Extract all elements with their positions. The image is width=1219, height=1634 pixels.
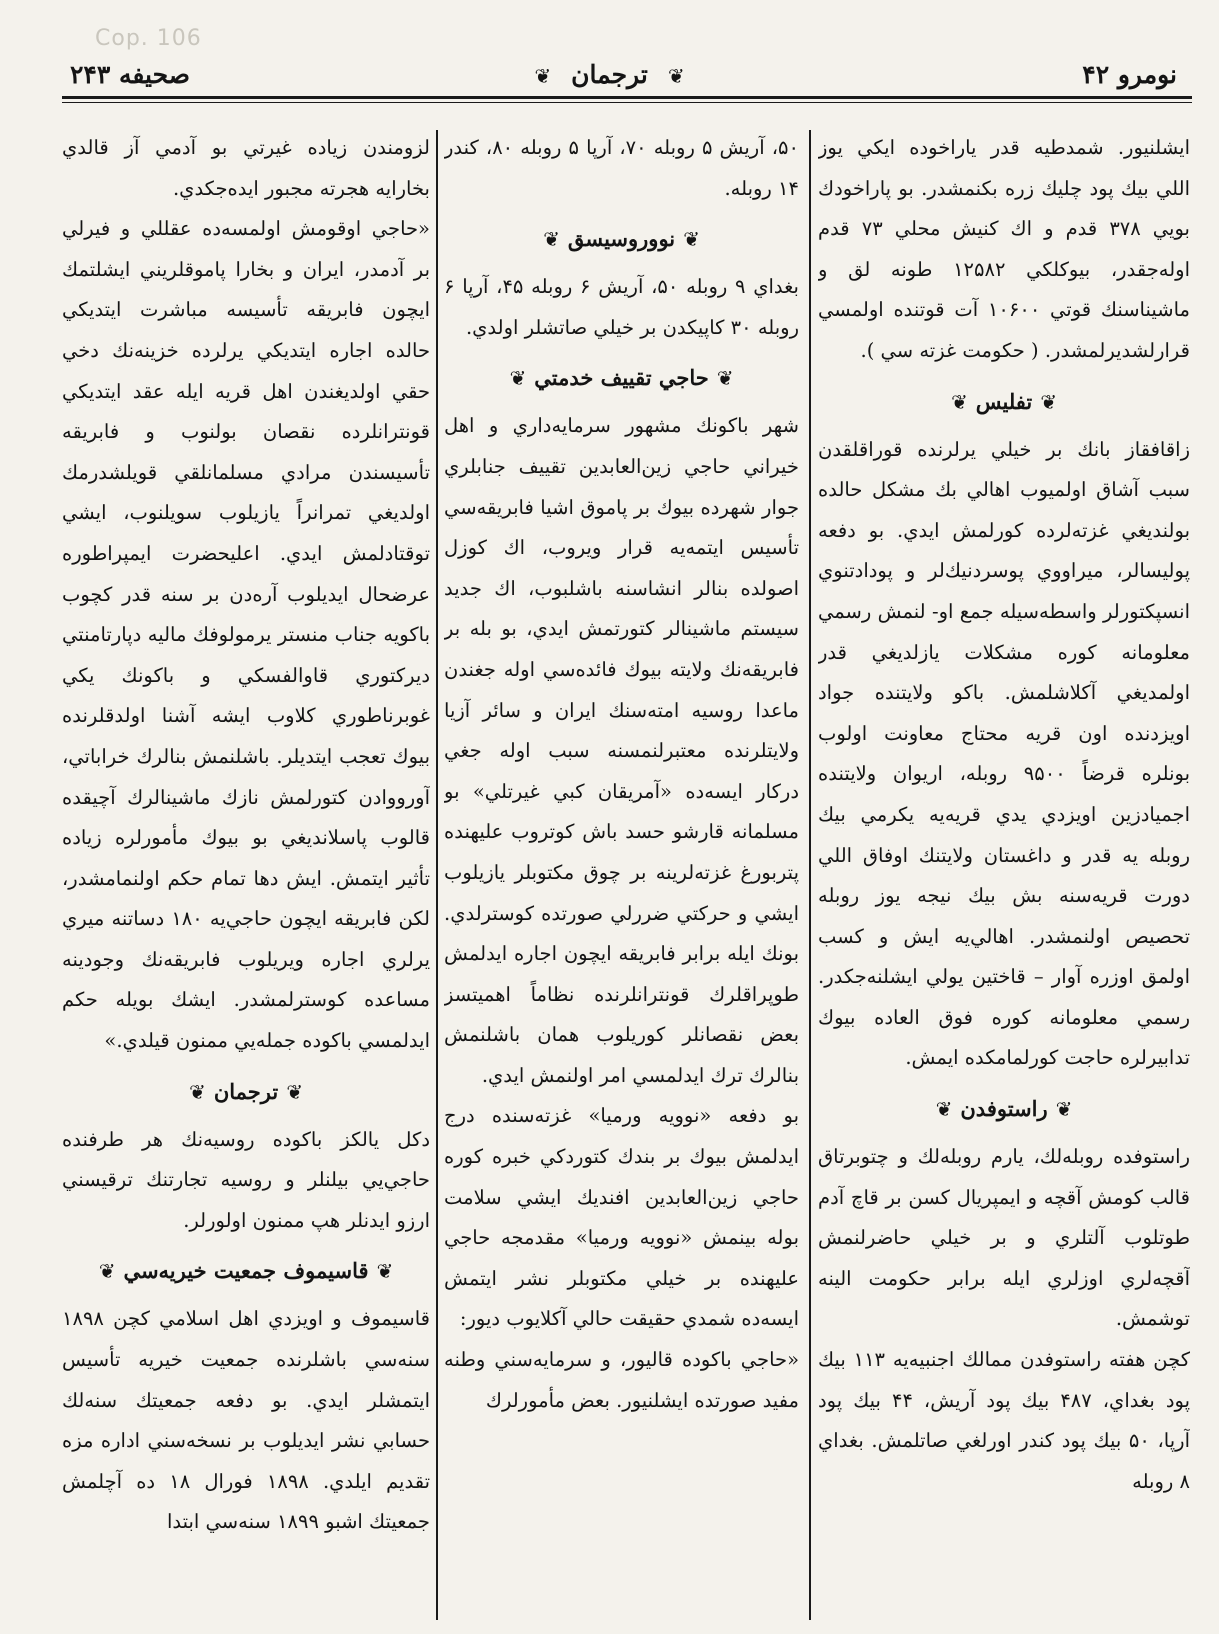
section-heading — [444, 217, 799, 261]
article-text: ۵۰، آريش ۵ روبله ۷۰، آرپا ۵ روبله ۸۰، كندر ۱۴ روبله. — [444, 136, 799, 200]
section-title: نووروسيسق — [567, 226, 676, 252]
ornament-icon: ❦ — [1055, 1097, 1073, 1122]
article-text: قاسيموف و اويزدي اهل اسلامي كچن ۱۸۹۸ سنه‌سي باشلرنده جمعيت خيريه تأسيس ايتمشلر ايدي. بو دفعه جمعيتك سنه‌لك حسابي نشر ايديلوب بر نسخه‌سني اداره مزه تقديم ايلدي. ۱۸۹۸ فورال ۱۸ ده آچلمش جمعيتك اشبو ۱۸۹۹ سنه‌سي ابتدا — [62, 1307, 430, 1534]
ornament-icon: ❦ — [683, 227, 700, 252]
ornament-icon: ❦ — [98, 1259, 116, 1284]
newspaper-title: ترجمان — [571, 60, 648, 89]
ornament-icon: ❦ — [376, 1259, 394, 1284]
section-title: ترجمان — [213, 1078, 279, 1104]
ornament-icon: ❦ — [716, 366, 734, 391]
column-divider — [809, 130, 811, 1620]
ornament-icon: ❦ — [1040, 389, 1058, 414]
section-heading — [818, 380, 1190, 424]
page-number: صحيفه ۲۴۳ — [70, 60, 190, 89]
ornament-icon: ❦ — [935, 1097, 953, 1122]
article-text: «حاجي اوقومش اولمسه‌ده عقللي و فيرلي بر آدمدر، ايران و بخارا پاموقلريني ايشلتمك ايچون فابريقه تأسيسه مباشرت ايتديكي حالده اجاره ايتديكي يرلرده خزينه‌نك دخي حقي اولديغندن اهل قريه ايله عقد ايتديكي قونترانلرده نقصان بولنوب و فابريقه تأسيسندن مرادي مسلمانلقي قويلشدرمك اولديغي تمرانراً يازيلوب سويلنوب، ايشي توقتادلمش ايدي. اعليحضرت ايمپراطوره عرضحال ايديلوب آره‌دن بر سنه قدر كچوب باكويه جناب منستر يرمولوفك ماليه دپارتامنتي ديركتوري قاوالفسكي و باكونك يكي غوبرناطوري كلاوب ايشه آشنا اولدقلرنده بيوك تعجب ايتديلر. باشلنمش بنالرك خراباتي، آورووادن كتورلمش نازك ماشينالرك آچيقده قالوب پاسلانديغي بو بيوك مأمورلره زياده تأثير ايتمش. ايش دها تمام حكم اولنمامشدر، لكن فابريقه ايچون حاجي‌يه ۱۸۰ دساتنه ميري يرلري اجاره ويريلوب فابريقه‌نك وجودينه مساعده كوسترلمشدر. ايشك بويله حكم ايدلمسي باكوده جمله‌يي ممنون قيلدي.» — [62, 217, 430, 1053]
column-right — [818, 128, 1190, 1628]
article-text: شهر باكونك مشهور سرمايه‌داري و اهل خيراني حاجي زين‌العابدين تقييف جنابلري جوار شهرده بيوك بر پاموق اشيا فابريقه‌سي تأسيس ايتمه‌يه قرار ويروب، اك كوزل اصولده بنالر انشاسنه باشلبوب، اك جديد سيستم ماشينالر كتورتمش ايدي، بو بله بر فابريقه‌نك ولايته بيوك فائده‌سي اوله جغندن ماعدا روسيه امته‌سنك ايران و سائر آزيا ولايتلرنده معتبرلنمسنه سبب اوله جغي دركار ايسه‌ده «آمريقان كبي غيرتلي» بو مسلمانه قارشو حسد باش كوتروب عليهنده پتربورغ غزته‌لرينه بر چوق مكتوبلر يازيلوب ايشي و حركتي ضررلي صورتده كوسترلدي. بونك ايله برابر فابريقه ايچون اجاره ايدلمش طوپراقلرك قونترانلرنده نظاماً اهميتسز بعض نقصانلر كوريلوب همان باشلنمش بنالرك ترك ايدلمسي امر اولنمش ايدي. — [444, 414, 799, 1087]
section-heading — [62, 1070, 430, 1114]
ornament-icon: ❦ — [509, 366, 527, 391]
section-title: حاجي تقييف خدمتي — [534, 365, 709, 391]
article-text: كچن هفته راستوفدن ممالك اجنبيه‌يه ۱۱۳ بيك پود بغداي، ۴۸۷ بيك پود آريش، ۴۴ بيك پود آرپا، ۵۰ بيك پود كندر اورلغي صاتلمش. بغداي ۸ روبله — [818, 1348, 1190, 1493]
article-text: زاقافقاز بانك بر خيلي يرلرنده قوراقلقدن سبب آشاق اولميوب اهالي بك مشكل حالده بولنديغي غزته‌لرده كورلمش ايدي. بو دفعه پوليسالر، ميراووي پوسردنيك‌لر و پودادتنوي انسپكتورلر واسطه‌سيله جمع او- لنمش رسمي معلومانه كوره مشكلات يازلديغي قدر اولمديغي آكلاشلمش. باكو ولايتنده جواد اويزدنده اون قريه محتاج معاونت اولوب بونلره قرضاً ۹۵۰۰ روبله، اريوان ولايتنده اجميادزين اويزدي يدي قريه‌يه يكرمي بيك روبله يه قدر و داغستان ولايتنك اوفاق اللي دورت قريه‌سنه بش بيك نيجه يوز روبله تحصيص اولنمشدر. اهالي‌يه ايش و كسب اولمق اوزره آوار – قاختين يولي ايشلنه‌جكدر. رسمي معلومانه كوره فوق العاده بيوك تدابيرلره حاجت كورلمامكده ايمش. — [818, 437, 1190, 1070]
article-text: راستوفده روبله‌لك، يارم روبله‌لك و چتوبرتاق قالب كومش آقچه و ايمپريال كسن بر قاچ آدم طوتلوب آلتلري و بر خيلي حاضرلنمش آقچه‌لري اوزلري ايله برابر حكومت الينه توشمش. — [818, 1145, 1190, 1331]
library-stamp: Cop. 106 — [95, 26, 202, 51]
ornament-icon: ❦ — [667, 64, 685, 88]
ornament-icon: ❦ — [950, 389, 968, 414]
issue-number: نومرو ۴۲ — [1082, 60, 1177, 89]
ornament-icon: ❦ — [189, 1079, 206, 1104]
section-heading — [818, 1087, 1190, 1131]
section-title: قاسيموف جمعيت خيريه‌سي — [123, 1258, 369, 1284]
section-title: تفليس — [975, 388, 1033, 414]
header-rule-thin — [62, 102, 1192, 103]
article-text: لزومندن زياده غيرتي بو آدمي آز قالدي بخارايه هجرته مجبور ايده‌جكدي. — [62, 136, 430, 200]
article-text: بغداي ۹ روبله ۵۰، آريش ۶ روبله ۴۵، آرپا ۶ روبله ۳۰ كاپيكدن بر خيلي صاتشلر اولدي. — [444, 275, 799, 339]
ornament-icon: ❦ — [286, 1079, 303, 1104]
article-text: بو دفعه «نوويه ورميا» غزته‌سنده درج ايدلمش بيوك بر بندك كتوردكي خبره كوره حاجي زين‌العابدين افنديك ايشي سلامت بوله بينمش «نوويه ورميا» مقدمجه حاجي عليهنده بر خيلي مكتوبلر نشر ايتمش ايسه‌ده شمدي حقيقت حالي آكلايوب ديور: — [444, 1104, 799, 1331]
ornament-icon: ❦ — [534, 64, 552, 88]
ornament-icon: ❦ — [543, 227, 560, 252]
section-heading — [444, 356, 799, 400]
article-text: ايشلنيور. شمدطيه قدر ياراخوده ايكي يوز اللي بيك پود چليك زره بكنمشدر. بو پاراخودك بويي ۳۷۸ قدم و اك كنيش محلي ۷۳ قدم اوله‌جقدر، بيوكلكي ۱۲۵۸۲ طونه لق و ماشيناسنك قوتي ۱۰۶۰۰ آت قوتنده اولمسي قرارلشديرلمشدر. ( حكومت غزته سي ). — [818, 136, 1190, 362]
article-text: دكل يالكز باكوده روسيه‌نك هر طرفنده حاجي‌يي بيلنلر و روسيه تجارتنك ترقيسني ارزو ايدنلر هپ ممنون اولورلر. — [62, 1127, 430, 1232]
column-divider — [436, 130, 438, 1620]
column-left — [62, 128, 430, 1628]
section-heading — [62, 1249, 430, 1293]
column-middle — [444, 128, 799, 1628]
masthead — [0, 60, 1219, 89]
section-title: راستوفدن — [960, 1096, 1048, 1122]
header-rule — [62, 96, 1192, 99]
article-text: «حاجي باكوده قاليور، و سرمايه‌سني وطنه مفيد صورتده ايشلنيور. بعض مأمورلرك — [444, 1348, 799, 1412]
